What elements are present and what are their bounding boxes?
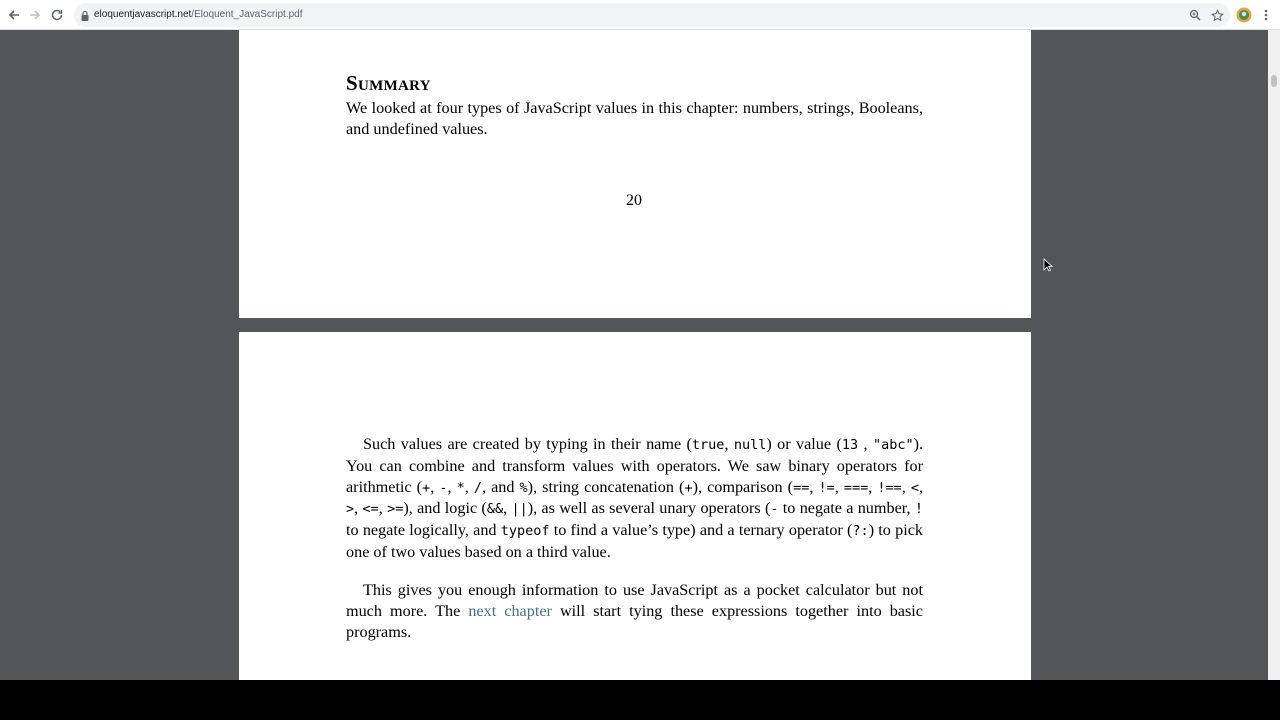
menu-icon[interactable] xyxy=(1256,5,1276,25)
lock-icon[interactable] xyxy=(80,9,90,21)
summary-paragraph: We looked at four types of JavaScript values in this chapter: numbers, strings, Booleans, and undefined values. xyxy=(346,99,923,138)
url-host: eloquentjavascript.net xyxy=(94,9,192,20)
profile-avatar-icon[interactable] xyxy=(1234,5,1254,25)
url-text[interactable] xyxy=(94,9,302,20)
scrollbar-thumb[interactable] xyxy=(1271,75,1277,87)
conclusion-paragraph: This gives you enough information to use JavaScript as a pocket calculator but not much more. The next chapter will start tying these expressions together into basic programs. xyxy=(346,581,923,641)
url-path: /Eloquent_JavaScript.pdf xyxy=(191,9,303,20)
next-chapter-link[interactable]: next chapter xyxy=(468,601,552,620)
zoom-icon[interactable] xyxy=(1185,5,1205,25)
back-icon[interactable] xyxy=(4,5,24,25)
pdf-page-21 xyxy=(239,332,1031,680)
mouse-cursor-icon xyxy=(1043,258,1053,272)
reload-icon[interactable] xyxy=(47,5,67,25)
letterbox-bar xyxy=(0,680,1280,720)
values-paragraph: Such values are created by typing in their name (true, null) or value (13 , "abc"). You can combine and transform values with operators. We saw binary operators for arithmetic (+, -, *, /, and %), string concatenation (+), comparison (==, !=, ===, !==, <, >, <=, >=), and logic (&&, ||), as well as several unary operators (- to negate a number, ! to negate logically, and typeof to find a value’s type) and a ternary operator (?:) to pick one of two values based on a third value. xyxy=(346,435,924,561)
page-number: 20 xyxy=(626,192,642,209)
browser-toolbar xyxy=(0,0,1280,30)
section-heading: Summary xyxy=(346,71,431,95)
pdf-page-20 xyxy=(239,30,1031,318)
vertical-scrollbar[interactable] xyxy=(1268,30,1280,680)
star-icon[interactable] xyxy=(1207,5,1227,25)
forward-icon[interactable] xyxy=(25,5,45,25)
pdf-viewer[interactable] xyxy=(0,30,1280,680)
